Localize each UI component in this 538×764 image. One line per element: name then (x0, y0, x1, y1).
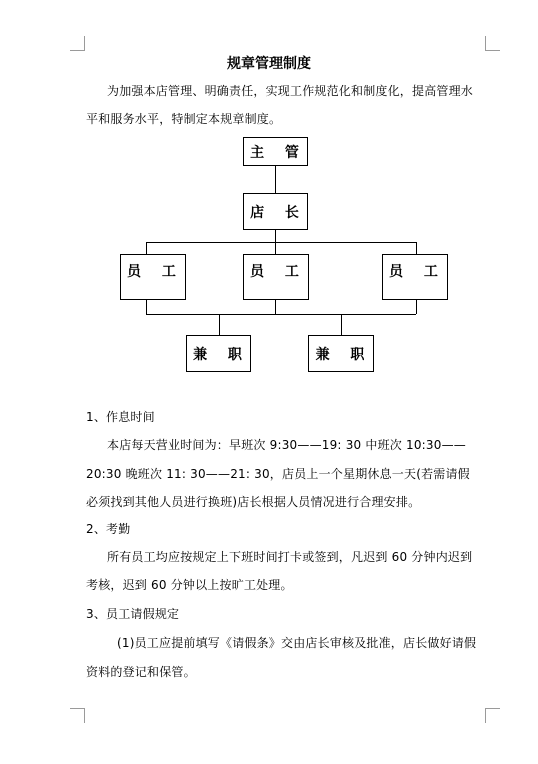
org-box-parttime-2: 兼 职 (308, 335, 374, 372)
connector-bus-parttime-2 (341, 314, 342, 335)
connector-bus-parttime-1 (219, 314, 220, 335)
section-1-line-2: 20:30 晚班次 11: 30——21: 30，店员上一个星期休息一天(若需请假 (86, 467, 470, 481)
org-box-manager: 主 管 (243, 137, 308, 166)
connector-bus-employee-2 (275, 242, 276, 254)
connector-store-bus (275, 230, 276, 242)
connector-bus-employee-1 (146, 242, 147, 254)
intro-line-2: 平和服务水平，特制定本规章制度。 (86, 112, 282, 126)
connector-employee-3-bottom (416, 300, 417, 314)
org-box-employee-2: 员 工 (243, 254, 309, 300)
connector-manager-store (275, 166, 276, 193)
section-1-line-1: 本店每天营业时间为：早班次 9:30——19: 30 中班次 10:30—— (107, 438, 466, 452)
connector-bottom-bus (146, 314, 416, 315)
intro-line-1: 为加强本店管理、明确责任，实现工作规范化和制度化，提高管理水 (107, 84, 474, 98)
org-box-parttime-1: 兼 职 (186, 335, 251, 372)
section-2-line-1: 所有员工均应按规定上下班时间打卡或签到，凡迟到 60 分钟内迟到 (107, 550, 473, 564)
org-box-store-manager: 店 长 (243, 193, 308, 230)
section-2-line-2: 考核，迟到 60 分钟以上按旷工处理。 (86, 578, 293, 592)
org-box-employee-1: 员 工 (120, 254, 186, 300)
connector-employee-2-bottom (275, 300, 276, 314)
document-title: 规章管理制度 (227, 56, 311, 72)
section-heading-1: 1、作息时间 (86, 410, 155, 424)
section-1-line-3: 必须找到其他人员进行换班)店长根据人员情况进行合理安排。 (86, 495, 421, 509)
org-box-employee-3: 员 工 (382, 254, 448, 300)
section-3-line-2: 资料的登记和保管。 (86, 665, 196, 679)
section-3-line-1: (1)员工应提前填写《请假条》交由店长审核及批准，店长做好请假 (117, 636, 477, 650)
connector-employee-1-bottom (146, 300, 147, 314)
section-heading-3: 3、员工请假规定 (86, 607, 180, 621)
section-heading-2: 2、考勤 (86, 522, 131, 536)
connector-bus-employee-3 (416, 242, 417, 254)
connector-top-bus (146, 242, 416, 243)
